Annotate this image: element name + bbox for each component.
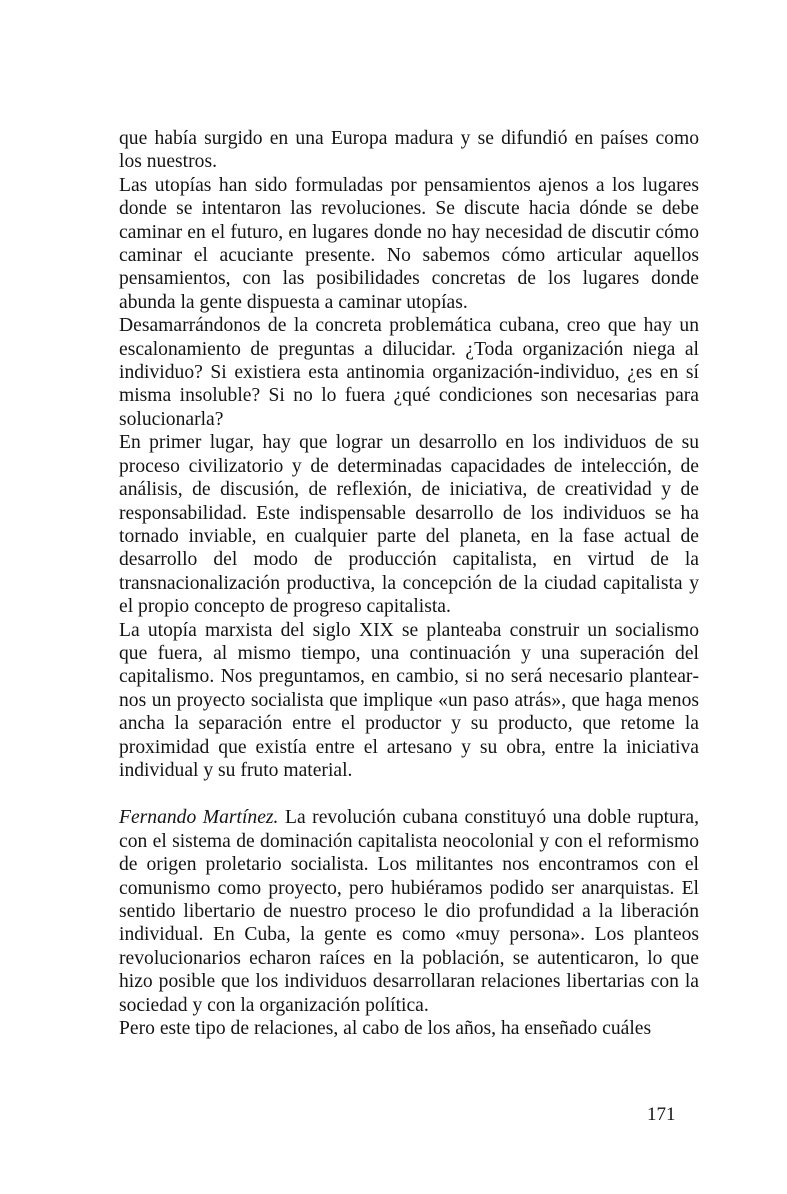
- paragraph-closing: Pero este tipo de relaciones, al cabo de los años, ha enseñado cuáles: [119, 1018, 652, 1040]
- paragraph-marxist-utopia: La utopía marxista del siglo XIX se planteaba construir un socialismo que fuera, al mismo tiempo, una continuación y una superación del capitalismo. Nos preguntamos, en cambio, si no será necesario plantearnos un proyecto socialista que implique «un paso atrás», que haga menos ancha la separación entre el productor y su producto, que retome la proximidad que existía entre el artesano y su obra, entre la iniciativa individual y su fruto material.: [119, 619, 699, 781]
- page-number: 171: [647, 1104, 676, 1125]
- section-break: [119, 782, 699, 806]
- book-page: [119, 127, 699, 1040]
- paragraph-development: En primer lugar, hay que lograr un desarrollo en los individuos de su proceso civilizatorio y de determinadas capacidades de intelección, de análisis, de discusión, de reflexión, de iniciativa, de creatividad y de responsabilidad. Este indispensable desarrollo de los individuos se ha tornado inviable, en cualquier parte del planeta, en la fase actual de desarrollo del modo de producción capitalista, en virtud de la transnacionalización productiva, la concepción de la ciudad capitalista y el propio concepto de progreso capitalista.: [119, 432, 699, 618]
- paragraph-questions: Desamarrándonos de la concreta problemática cubana, creo que hay un escalonamiento de preguntas a dilucidar. ¿Toda organización niega al individuo? Si existiera esta antinomia organización-individuo, ¿es en sí misma insoluble? Si no lo fuera ¿qué condiciones son necesarias para solucionarla?: [119, 315, 699, 430]
- speaker-text: La revolución cubana constituyó una doble ruptura, con el sistema de dominación capitalista neocolonial y con el reformismo de origen proletario socialista. Los militantes nos encontramos con el comunismo como proyecto, pero hubiéramos podido ser anarquistas. El sentido libertario de nuestro proceso le dio profundidad a la liberación individual. En Cuba, la gente es como «muy persona». Los planteos revolucionarios echaron raíces en la población, se autenticaron, lo que hizo posible que los individuos desarrollaran relaciones libertarias con la sociedad y con la organización política.: [119, 807, 699, 1016]
- paragraph-continuation: que había surgido en una Europa madura y se difundió en países como los nuestros.: [119, 128, 699, 173]
- paragraph-speaker-fernando: [119, 806, 699, 1017]
- speaker-name: Fernando Martínez.: [119, 807, 279, 829]
- paragraph-utopias: Las utopías han sido formuladas por pensamientos ajenos a los lugares donde se intentaron las revoluciones. Se discute hacia dónde se debe caminar en el futuro, en lugares donde no hay necesidad de discutir cómo caminar el acuciante presente. No sabemos cómo articular aquellos pensamientos, con las posibilidades concretas de los lugares donde abunda la gente dispuesta a caminar utopías.: [119, 174, 699, 313]
